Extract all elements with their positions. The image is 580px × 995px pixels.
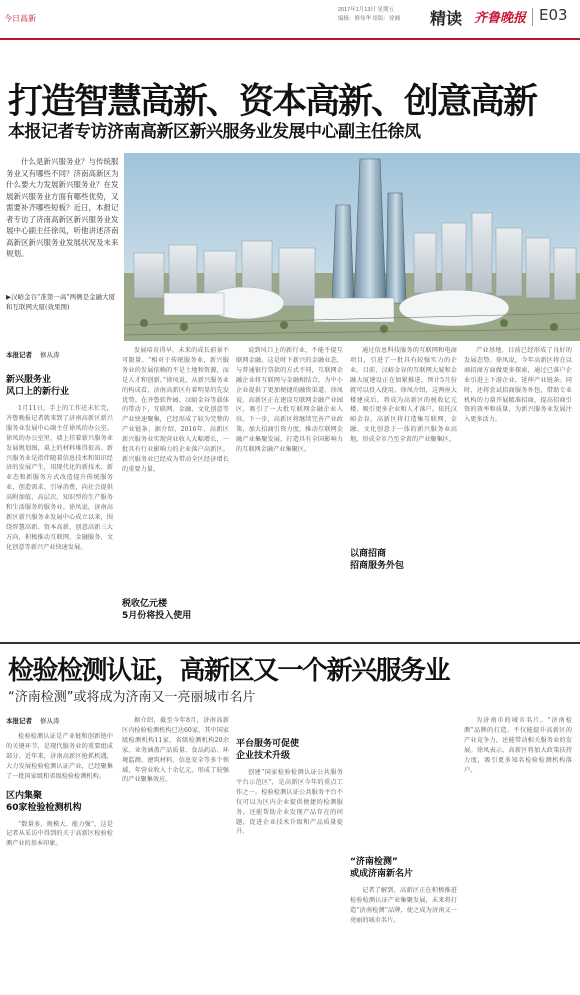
newspaper-logo: 齐鲁晚报 <box>474 11 527 26</box>
header-divider <box>532 8 533 26</box>
story2-subhead-1: 区内集聚 60家检验检测机构 <box>6 790 82 813</box>
story1-teaser: 什么是新兴服务业？与传统服务业又有哪些不同？济南高新区为什么要大力发展新兴服务业？在发展新兴服务业方面有哪些优势，又需要补齐哪些短板？近日，本报记者专访了济南高新区新兴服务业发展中心副主任徐凤，听他讲述济南高新区新兴服务业发展状况及未来规划。 <box>6 157 119 258</box>
page-number: E03 <box>539 6 568 24</box>
story1-column-4 <box>350 346 457 634</box>
story2-column-3 <box>236 716 343 990</box>
story1-subheadline: 本报记者专访济南高新区新兴服务业发展中心副主任徐凤 <box>8 122 421 142</box>
story2-byline <box>6 716 60 725</box>
story2-subhead-2: 平台服务可促使 企业技术升级 <box>236 739 300 761</box>
story1-headline: 打造智慧高新、资本高新、创意高新 <box>8 82 537 122</box>
story2-col1-text: 检验检测认证是产业链和创新链中的关键环节，是现代服务业的重要组成部分。近年来，济南高新区抢抓机遇，大力发展检验检测认证产业，已经聚集了一批国家级和省级检验检测机构。 <box>6 733 113 780</box>
story1-column-3 <box>236 346 343 634</box>
story1-subhead-2: 税收亿元楼 5月份将投入使用 <box>122 599 192 621</box>
issue-meta <box>338 6 428 24</box>
photo-caption: ▶汉峪金谷“准第一高”两侧是金融大厦和互联网大厦(效果图) <box>6 293 116 311</box>
story1-byline <box>6 350 60 359</box>
story1-col3-text: 说到风口上的新行业，不能不提互联网金融。这是时下新兴的金融业态，与普通银行贷款的方式不同，互联网金融企业将互联网与金融相结合，为中小企业提供了更加便捷的融资渠道。徐凤说，高新区正在建设互联网金融产业园区，吸引了一大批互联网金融企业入驻。下一步，高新区将继续完善产业政策，加大招商引资力度，推动互联网金融产业集聚发展，打造具有全国影响力的互联网金融产业集聚区。 <box>236 347 343 454</box>
story2-headline: 检验检测认证，高新区又一个新兴服务业 <box>8 656 450 686</box>
story1-column-2 <box>122 346 229 634</box>
story1-col5-text: 产业基地，目前已经形成了良好的发展态势。徐凤说，今年高新区将在以商招商方面做更多探索，通过已落户企业引进上下游企业，延伸产业链条。同时，还将尝试招商服务外包，借助专业机构的力量开展精准招商，提高招商引资的效率和质量，为新兴服务业发展注入更多活力。 <box>464 347 572 424</box>
story2-col1b-text: “数量多、规模大、能力强”，这是记者从采访中得到的关于高新区检验检测产业的基本印象。 <box>6 820 113 848</box>
section-title: 精读 <box>430 9 463 28</box>
story2-column-1 <box>6 732 113 990</box>
story1-subhead-3: 以商招商 招商服务外包 <box>350 549 405 571</box>
byline-name: 修从涛 <box>40 352 60 359</box>
story1-col1-text: 1月11日，手上的工作还未忙完，齐鲁晚报记者就来到了济南高新区新兴服务业发展中心副主任徐凤的办公室。徐凤的办公室里，墙上挂着新兴服务业发展规划图，桌上的材料堆得很高。新兴服务业是指伴随着信息技术和知识经济的发展产生，用现代化的新技术、新业态和新服务方式改造提升传统服务业，创造需求、引导消费，向社会提供高附加值、高层次、知识型的生产服务和生活服务的服务业。徐凤说，济南高新区新兴服务业发展中心成立以来，围绕智慧高新、资本高新、创意高新三大方向，积极推动互联网、金融服务、文化创意等新兴产业快速发展。 <box>6 405 113 551</box>
story2-col3-text: 创建“国家检验检测认证公共服务平台示范区”，是高新区今年的重点工作之一。检验检测认证公共服务平台不仅可以为区内企业提供便捷的检测服务，还能帮助企业发现产品存在的问题，促进企业技术升级和产品质量提升。 <box>236 769 343 836</box>
story2-column-5 <box>464 716 572 990</box>
story2-subheadline: “济南检测”或将成为济南又一亮丽城市名片 <box>8 690 256 705</box>
page-header <box>0 0 580 40</box>
section-divider <box>0 642 580 644</box>
issue-date: 2017年1月13日 星期五 <box>338 7 394 13</box>
story2-column-4 <box>350 716 457 990</box>
story1-subhead-1: 新兴服务业 风口上的新行业 <box>6 375 70 397</box>
editor-credit: 编辑：修伟华 组版：徐湘 <box>338 16 401 22</box>
story2-col4-text: 记者了解到，高新区正在积极推进检验检测认证产业集聚发展，未来将打造“济南检测”品牌，使之成为济南又一亮丽的城市名片。 <box>350 887 457 924</box>
story2-subhead-3: “济南检测” 或成济南新名片 <box>350 857 414 879</box>
skyline-rendering-image <box>124 153 580 341</box>
byline-name: 修从涛 <box>40 718 60 725</box>
story1-column-1 <box>6 372 113 634</box>
section-tag: 今日高新 <box>4 14 36 23</box>
story1-col4-text: 通过信息科技服务的互联网和电商项目，引进了一批具有较强实力的企业。目前，汉峪金谷的互联网大厦和金融大厦建设正在加紧推进，预计5月份就可以投入使用。徐凤介绍，这两座大楼建成后，将成为高新区的税收亿元楼，吸引更多企业和人才落户。依托汉峪金谷，高新区将打造集互联网、金融、文化创意于一体的新兴服务业高地，形成全市乃至全省的产业聚集区。 <box>350 347 457 444</box>
story2-col2-text: 据介绍，截至今年8月，济南高新区内检验检测机构已达60家，其中国家级检测机构11家，省级检测机构20余家，业务涵盖产品质量、食品药品、环境监测、建筑材料、信息安全等多个领域，年营业收入十余亿元，形成了较强的产业聚集效应。 <box>122 717 229 784</box>
story1-column-5 <box>464 346 572 634</box>
byline-label: 本报记者 <box>6 352 32 359</box>
byline-label: 本报记者 <box>6 718 32 725</box>
story2-col5-text: 为济南市的城市名片。“济南检测”品牌的打造，不仅能提升高新区的产业竞争力，还能带动相关服务业的发展。徐凤表示，高新区将加大政策扶持力度，吸引更多知名检验检测机构落户。 <box>464 717 572 774</box>
story1-col2-text: 发展培育得早，未来的成长前景不可限量。“相对于传统服务业，新兴服务业的发展依赖的不是土地和资源，而是人才和创新。”徐凤说，从新兴服务业的构成看，济南高新区有着明显的先发优势。在齐鲁软件园、汉峪金谷等载体的带动下，互联网、金融、文化创意等产业快速聚集，已经形成了较为完整的产业链条。据介绍，2016年，高新区新兴服务业实现营业收入大幅增长，一批具有行业影响力的企业落户高新区。新兴服务业已经成为带动全区经济增长的重要力量。 <box>122 347 229 473</box>
story2-column-2 <box>122 716 229 990</box>
